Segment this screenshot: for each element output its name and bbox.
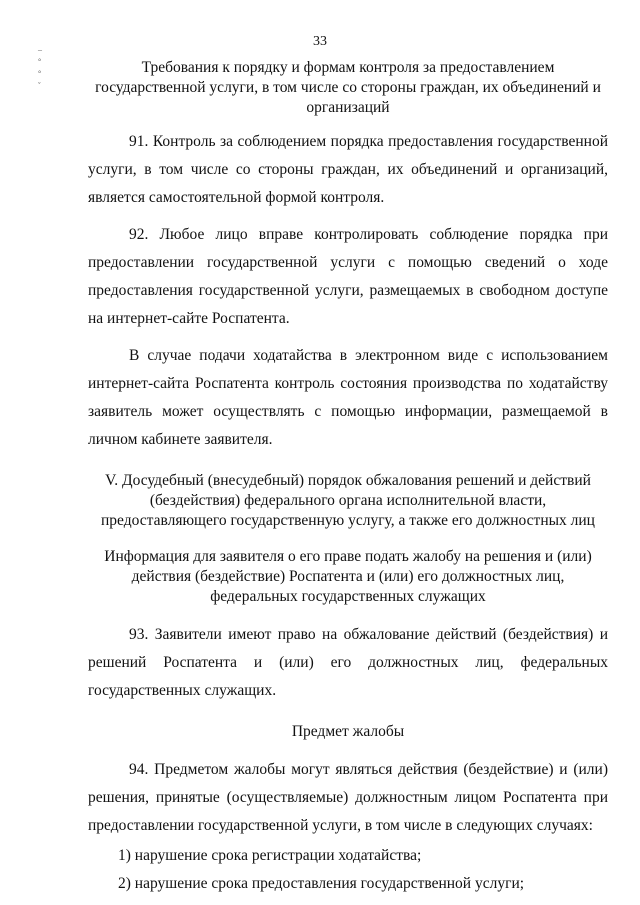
paragraph-92-electronic: В случае подачи ходатайства в электронном виде с использованием интернет-сайта Роспатента контроль состояния производства по ходатайству заявитель может осуществлять с помощью информации, размещаемой в личном кабинете заявителя. [88, 347, 608, 448]
document-body [88, 58, 608, 898]
paragraph-93: 93. Заявители имеют право на обжалование действий (бездействия) и решений Роспатента и (или) его должностных лиц, федеральных государственных служащих. [88, 626, 608, 699]
paragraph-92: 92. Любое лицо вправе контролировать соблюдение порядка при предоставлении государственной услуги с помощью сведений о ходе предоставления государственной услуги, размещаемых в свободном доступе на интернет-сайте Роспатента. [88, 226, 608, 327]
margin-mark: ˇ [38, 81, 41, 90]
section-heading-control: Требования к порядку и формам контроля за предоставлением государственной услуги, в том числе со стороны граждан, их объединений и организаций [95, 59, 601, 116]
margin-mark: – [38, 45, 42, 54]
section-heading-subject: Предмет жалобы [291, 723, 405, 740]
paragraph-91: 91. Контроль за соблюдением порядка предоставления государственной услуги, в том числе со стороны граждан, их объединений и организаций, является самостоятельной формой контроля. [88, 133, 608, 206]
page-number: 33 [313, 34, 327, 49]
margin-mark: ° [38, 69, 42, 78]
paragraph-94: 94. Предметом жалобы могут являться действия (бездействие) и (или) решения, принятые (осуществляемые) должностным лицом Роспатента при предоставлении государственной услуги, в том числе в следующих случаях: [88, 761, 608, 834]
list-item-1: 1) нарушение срока регистрации ходатайства; [118, 847, 422, 864]
list-item-2: 2) нарушение срока предоставления государственной услуги; [118, 875, 525, 892]
section-heading-complaint-info: Информация для заявителя о его праве подать жалобу на решения и (или) действия (бездействие) Роспатента и (или) его должностных лиц, федеральных государственных служащих [104, 548, 592, 605]
margin-mark: ° [38, 57, 42, 66]
chapter-heading-v: V. Досудебный (внесудебный) порядок обжалования решений и действий (бездействия) федерального органа исполнительной власти, предоставляющего государственную услугу, а также его должностных лиц [101, 472, 595, 529]
margin-marks [38, 44, 48, 92]
